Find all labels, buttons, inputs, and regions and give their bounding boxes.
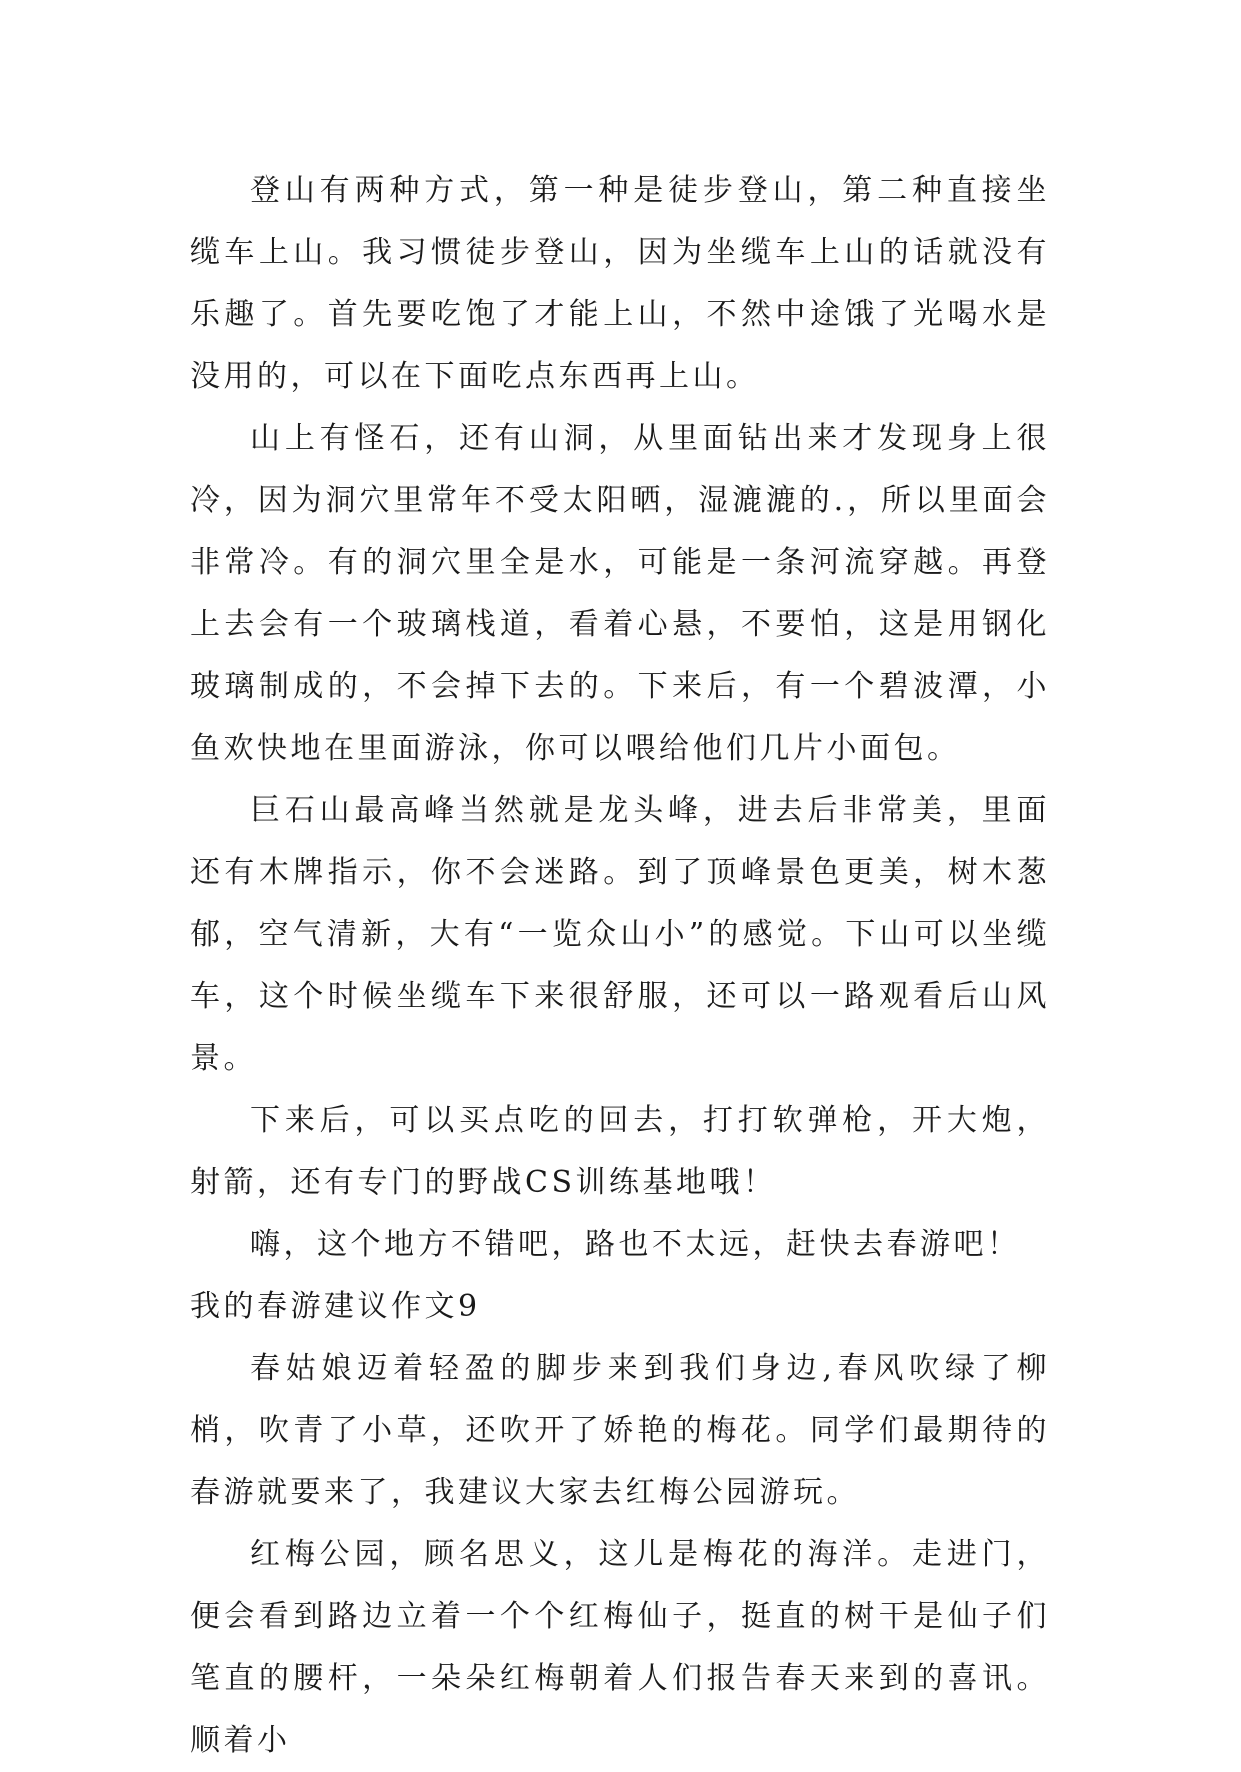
paragraph-climbing-methods: 登山有两种方式，第一种是徒步登山，第二种直接坐缆车上山。我习惯徒步登山，因为坐缆车上山的话就没有乐趣了。首先要吃饱了才能上山，不然中途饿了光喝水是没用的，可以在下面吃点东西再上山。 <box>190 173 1050 394</box>
section-heading: 我的春游建议作文9 <box>190 1289 481 1324</box>
paragraph-closing: 嗨，这个地方不错吧，路也不太远，赶快去春游吧！ <box>250 1227 1021 1262</box>
paragraph-activities: 下来后，可以买点吃的回去，打打软弹枪，开大炮，射箭，还有专门的野战CS训练基地哦！ <box>190 1103 1050 1200</box>
paragraph-hongmei-park: 红梅公园，顾名思义，这儿是梅花的海洋。走进门，便会看到路边立着一个个红梅仙子，挺直的树干是仙子们笔直的腰杆，一朵朵红梅朝着人们报告春天来到的喜讯。顺着小 <box>190 1537 1050 1758</box>
paragraph-spring-arrives: 春姑娘迈着轻盈的脚步来到我们身边,春风吹绿了柳梢，吹青了小草，还吹开了娇艳的梅花。同学们最期待的春游就要来了，我建议大家去红梅公园游玩。 <box>190 1351 1050 1510</box>
document-body <box>190 160 1050 1772</box>
paragraph-longtou-peak: 巨石山最高峰当然就是龙头峰，进去后非常美，里面还有木牌指示，你不会迷路。到了顶峰景色更美，树木葱郁，空气清新，大有“一览众山小”的感觉。下山可以坐缆车，这个时候坐缆车下来很舒服，还可以一路观看后山风景。 <box>190 793 1050 1076</box>
paragraph-rocks-and-caves: 山上有怪石，还有山洞，从里面钻出来才发现身上很冷，因为洞穴里常年不受太阳晒，湿漉漉的.，所以里面会非常冷。有的洞穴里全是水，可能是一条河流穿越。再登上去会有一个玻璃栈道，看着心悬，不要怕，这是用钢化玻璃制成的，不会掉下去的。下来后，有一个碧波潭，小鱼欢快地在里面游泳，你可以喂给他们几片小面包。 <box>190 421 1050 766</box>
